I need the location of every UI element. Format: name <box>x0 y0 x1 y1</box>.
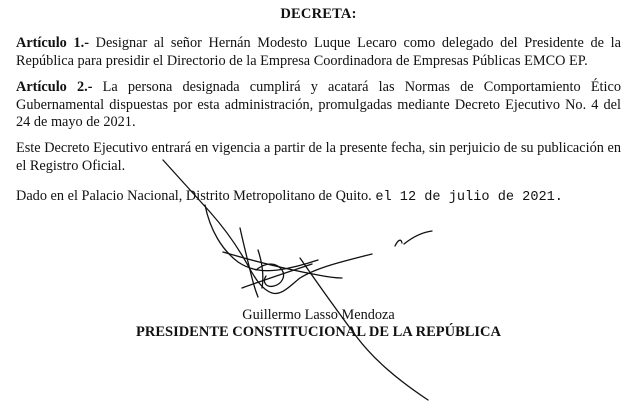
signer-name: Guillermo Lasso Mendoza <box>242 307 395 323</box>
article-1-label: Artículo 1.- <box>16 35 89 51</box>
dado-date: el 12 de julio de 2021. <box>375 190 563 205</box>
vigencia-paragraph: Este Decreto Ejecutivo entrará en vigencia a partir de la presente fecha, sin perjuicio de su publicación en el Registro Oficial. <box>16 140 621 174</box>
article-1-text: Designar al señor Hernán Modesto Luque Lecaro como delegado del Presidente de la República para presidir el Directorio de la Empresa Coordinadora de Empresas Públicas EMCO EP. <box>16 35 621 69</box>
dado-text: Dado en el Palacio Nacional, Distrito Metropolitano de Quito. <box>16 188 372 204</box>
decree-heading: DECRETA: <box>280 6 357 22</box>
article-2-text: La persona designada cumplirá y acatará las Normas de Comportamiento Ético Gubernamental dispuestas por esta administración, promulgadas mediante Decreto Ejecutivo No. 4 del 24 de mayo de 2021. <box>16 79 621 130</box>
signer-title: PRESIDENTE CONSTITUCIONAL DE LA REPÚBLICA <box>136 324 501 340</box>
article-2-label: Artículo 2.- <box>16 79 93 95</box>
